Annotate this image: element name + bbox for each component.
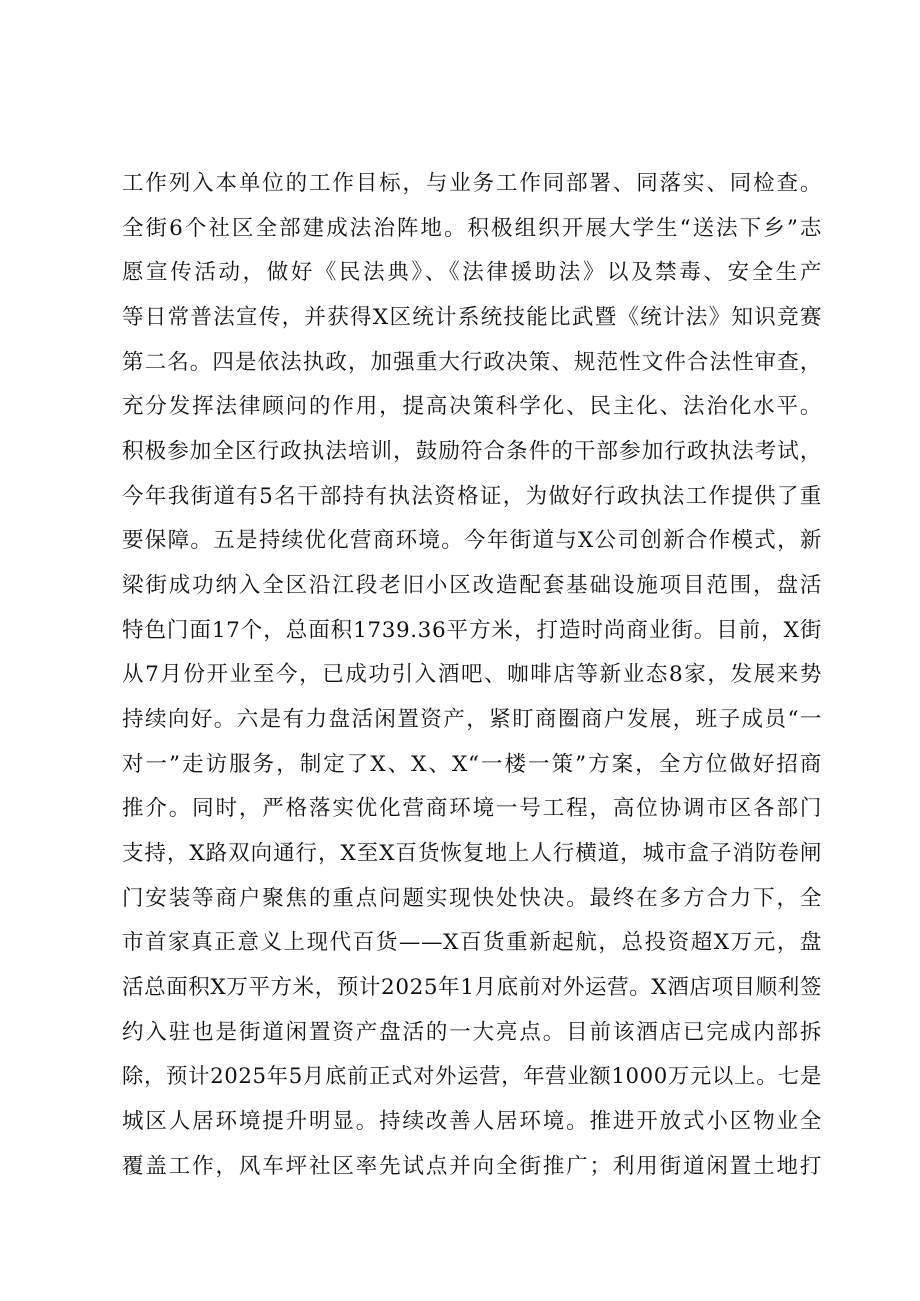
text-line-7: 积极参加全区行政执法培训，鼓励符合条件的干部参加行政执法考试， — [122, 439, 822, 464]
text-line-19: 活总面积X万平方米，预计2025年1月底前对外运营。X酒店项目顺利签 — [122, 975, 822, 1000]
text-line-8: 今年我街道有5名干部持有执法资格证，为做好行政执法工作提供了重 — [122, 484, 822, 509]
text-line-21: 除，预计2025年5月底前正式对外运营，年营业额1000万元以上。七是 — [122, 1064, 822, 1089]
text-line-2: 全街6个社区全部建成法治阵地。积极组织开展大学生“送法下乡”志 — [122, 216, 822, 241]
text-line-9: 要保障。五是持续优化营商环境。今年街道与X公司创新合作模式，新 — [122, 528, 822, 553]
text-line-13: 持续向好。六是有力盘活闲置资产，紧盯商圈商户发展，班子成员“一 — [122, 707, 822, 732]
text-line-16: 支持，X路双向通行，X至X百货恢复地上人行横道，城市盒子消防卷闸 — [122, 841, 822, 866]
text-line-17: 门安装等商户聚焦的重点问题实现快处快决。最终在多方合力下，全 — [122, 886, 822, 911]
text-line-11: 特色门面17个，总面积1739.36平方米，打造时尚商业街。目前，X街 — [122, 618, 822, 643]
text-line-22: 城区人居环境提升明显。持续改善人居环境。推进开放式小区物业全 — [122, 1109, 822, 1134]
text-line-12: 从7月份开业至今，已成功引入酒吧、咖啡店等新业态8家，发展来势 — [122, 662, 822, 687]
text-line-1: 工作列入本单位的工作目标，与业务工作同部署、同落实、同检查。 — [122, 171, 822, 196]
text-line-20: 约入驻也是街道闲置资产盘活的一大亮点。目前该酒店已完成内部拆 — [122, 1020, 822, 1045]
text-line-23: 覆盖工作，风车坪社区率先试点并向全街推广；利用街道闲置土地打 — [122, 1154, 822, 1179]
text-line-4: 等日常普法宣传，并获得X区统计系统技能比武暨《统计法》知识竞赛 — [122, 305, 822, 330]
text-line-15: 推介。同时，严格落实优化营商环境一号工程，高位协调市区各部门 — [122, 796, 822, 821]
text-line-14: 对一”走访服务，制定了X、X、X“一楼一策”方案，全方位做好招商 — [122, 752, 822, 777]
text-line-18: 市首家真正意义上现代百货——X百货重新起航，总投资超X万元，盘 — [122, 930, 822, 955]
text-line-5: 第二名。四是依法执政，加强重大行政决策、规范性文件合法性审查， — [122, 350, 822, 375]
text-line-3: 愿宣传活动，做好《民法典》、《法律援助法》以及禁毒、安全生产 — [122, 260, 822, 285]
text-line-10: 梁街成功纳入全区沿江段老旧小区改造配套基础设施项目范围，盘活 — [122, 573, 822, 598]
text-line-6: 充分发挥法律顾问的作用，提高决策科学化、民主化、法治化水平。 — [122, 394, 822, 419]
